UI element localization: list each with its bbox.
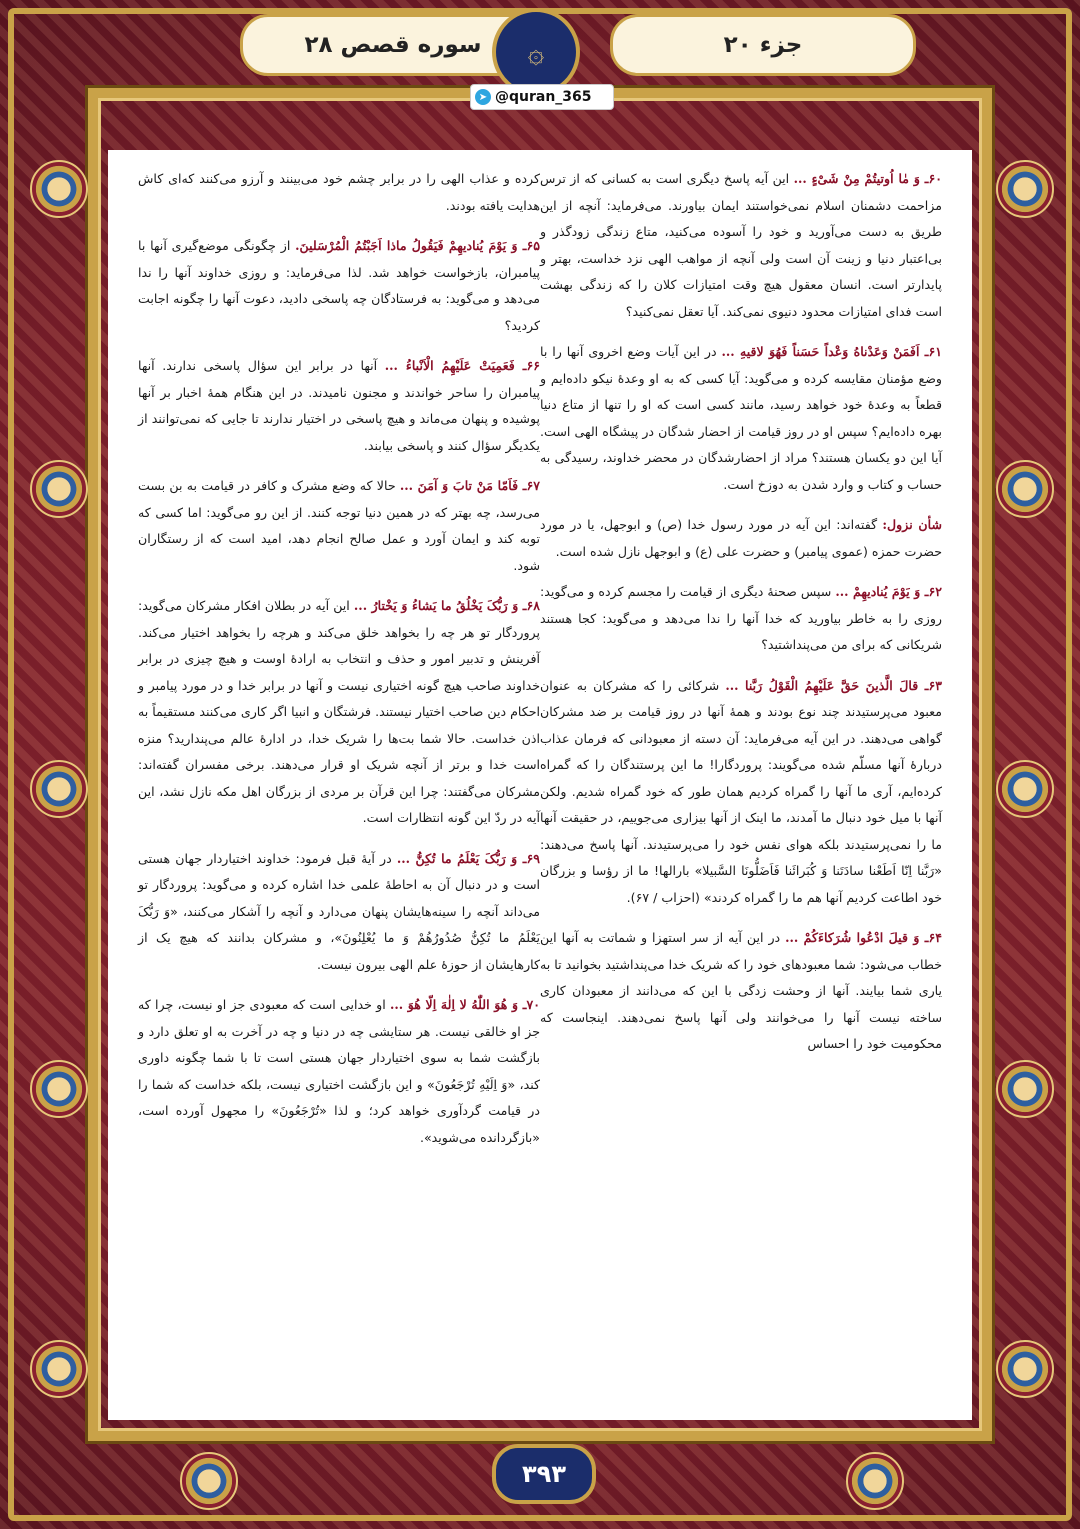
commentary-text: حالا که وضع مشرک و کافر در قیامت به بن بست می‌رسد، چه بهتر که در همین دنیا توجه کنند. از این رو می‌گوید: اما کسی که توبه کند و ایمان آورد و عمل صالح انجام دهد، امید است که از رستگاران شود.: [138, 478, 540, 573]
commentary-text: این آیه پاسخ دیگری است به کسانی که از ترس مزاحمت دشمنان اسلام نمی‌خواستند ایمان بیاورند. می‌فرماید: آنچه از این طریق به دست می‌آورید و خود را آسوده می‌کنید، متاع زندگی زودگذر و بی‌اعتبار دنیا و زینت آن است ولی آنچه از مواهب الهی نزد خداست، بهتر و پایدارتر است. انسان معقول هیچ وقت امتیازات کلان را که زندگی بهشت است فدای امتیازات محدود دنیوی نمی‌کند. آیا تعقل نمی‌کنید؟: [540, 171, 942, 319]
verse-lead: ۶۵ـ وَ یَوْمَ یُنادیهِمْ فَیَقُولُ ماذا اَجَبْتُمُ الْمُرْسَلینَ.: [295, 238, 540, 253]
page-number-badge: [492, 1444, 596, 1504]
commentary-text: او خدایی است که معبودی جز او نیست، چرا که جز او خالقی نیست. هر ستایشی چه در دنیا و چه در آخرت به او تعلق دارد و بازگشت شما به سوی اختیاردار جهان هستی است تا با شما چگونه داوری کند، «وَ اِلَیْهِ تُرْجَعُونَ» و این بازگشت اختیاری نیست، بلکه خداست که شما را در قیامت گردآوری خواهد کرد؛ و لذا «تُرْجَعُونَ» را مجهول آورده است، «بازگردانده می‌شوید».: [138, 997, 540, 1145]
verse-lead: شأن نزول:: [882, 517, 942, 532]
commentary-text: از چگونگی موضع‌گیری آنها با پیامبران، بازخواست خواهد شد. لذا می‌فرماید: و روزی خداوند آنها را ندا می‌دهد و می‌گوید: به فرستادگان چه پاسخی دادید، دعوت آنها را چگونه اجابت کردید؟: [138, 238, 540, 333]
ornament-medallion-icon: [30, 1340, 88, 1398]
commentary-paragraph: [138, 166, 540, 219]
ornament-medallion-icon: [30, 1060, 88, 1118]
commentary-paragraph: [540, 925, 942, 1058]
commentary-text: آنها در برابر این سؤال پاسخی ندارند. آنها پیامبران را ساحر خواندند و مجنون نامیدند. در این هنگام همهٔ اخبار بر آنها پوشیده و پنهان می‌ماند و هیچ پاسخی در اختیار ندارند تا جایی که نمی‌توانند از یکدیگر سؤال کنند و پاسخی بیابند.: [138, 358, 540, 453]
verse-lead: ۶۳ـ قالَ الَّذینَ حَقَّ عَلَیْهِمُ الْقَوْلُ رَبَّنا ...: [725, 677, 942, 693]
telegram-badge[interactable]: [470, 84, 614, 110]
juz-label: جزء ۲۰: [723, 32, 803, 58]
verse-lead: ۷۰ـ وَ هُوَ اللّٰهُ لا اِلٰهَ اِلّا هُوَ ...: [389, 997, 540, 1012]
commentary-paragraph: [138, 353, 540, 459]
commentary-text: سپس صحنهٔ دیگری از قیامت را مجسم کرده و می‌گوید: روزی را به خاطر بیاورید که خدا آنها را ندا می‌دهد و می‌گوید: کجا هستند شریکانی که برای من می‌پنداشتید؟: [540, 584, 942, 652]
left-column: [138, 166, 540, 1165]
commentary-text: در آیهٔ قبل فرمود: خداوند اختیاردار جهان هستی است و در دنبال آن به احاطهٔ علمی خدا اشاره کرده و می‌گوید: پروردگار تو می‌داند آنچه را سینه‌هایشان پنهان می‌دارد و آنچه را آشکار می‌کنند، «وَ رَبُّکَ یَعْلَمُ ما تُکِنُّ صُدُورُهُمْ وَ ما یُعْلِنُونَ»، و مشرکان بدانند که هیچ یک از کارهایشان از حوزهٔ علم الهی بیرون نیست.: [138, 850, 540, 972]
verse-lead: ۶۸ـ وَ رَبُّکَ یَخْلُقُ ما یَشاءُ وَ یَخْتارُ ...: [353, 598, 540, 613]
commentary-text: شرکائی را که مشرکان به عنوان معبود می‌پرستیدند چند نوع بودند و همهٔ آنها در روز قیامت بر ضد مشرکان گواهی می‌دهند. در این آیه می‌فرماید: آن دسته از معبودانی که فرمان عذاب دربارهٔ آنها مسلّم شده می‌گویند: پروردگارا! ما این پرستندگان را که گمراه کرده‌ایم، آری ما آنها را گمراه کردیم همان طور که خود گمراه شدیم. ولکن آنها با میل خود دنبال ما آمدند، ما اینک از آنها بیزاری می‌جوییم، در حقیقت آنها ما را نمی‌پرستیدند بلکه هوای نفس خود را می‌پرستیدند. آنها پاسخ می‌دهند: «رَبَّنا اِنّا اَطَعْنا سادَتَنا وَ کُبَرائَنا فَاَضَلُّونَا السَّبیلا» بارالها! ما از رؤسا و بزرگان خود اطاعت کردیم آنها هم ما را گمراه کردند» (احزاب / ۶۷).: [540, 677, 942, 905]
right-column: [540, 166, 942, 1072]
ornament-medallion-icon: [180, 1452, 238, 1510]
quran-emblem-icon: ۞: [492, 8, 580, 96]
ornament-medallion-icon: [996, 1340, 1054, 1398]
ornament-medallion-icon: [30, 460, 88, 518]
commentary-paragraph: [138, 593, 540, 832]
ornament-medallion-icon: [846, 1452, 904, 1510]
commentary-text: در این آیه از سر استهزا و شماتت به آنها این خطاب می‌شود: شما معبودهای خود را که شریک خدا می‌پنداشتید بخوانید تا به یاری شما بیایند. آنها از وحشت زدگی با این که می‌دانند از معبودان کاری ساخته نیست آنها را می‌خوانند ولی آنها پاسخ نمی‌دهند. اینجاست که محکومیت خود را احساس: [540, 930, 942, 1051]
commentary-text: گفته‌اند: این آیه در مورد رسول خدا (ص) و ابوجهل، یا در مورد حضرت حمزه (عموی پیامبر) و حضرت علی (ع) و ابوجهل نازل شده است.: [540, 517, 942, 559]
commentary-paragraph: [138, 473, 540, 579]
commentary-paragraph: [540, 339, 942, 498]
commentary-paragraph: [138, 846, 540, 979]
verse-lead: ۶۰ـ وَ مٰا اُوتیتُمْ مِنْ شَیْءٍ ...: [793, 171, 942, 186]
verse-lead: ۶۲ـ وَ یَوْمَ یُنادیهِمْ ...: [835, 584, 942, 599]
ornament-medallion-icon: [996, 160, 1054, 218]
commentary-paragraph: [540, 579, 942, 659]
ornament-medallion-icon: [996, 460, 1054, 518]
ornament-medallion-icon: [30, 160, 88, 218]
commentary-text: در این آیات وضع اخروی آنها را با وضع مؤمنان مقایسه کرده و می‌گوید: آیا کسی که به او وعدهٔ نیکو داده‌ایم و قطعاً به وعدهٔ خود خواهد رسید، مانند کسی است که او را تنها از متاع دنیا بهره داده‌ایم؟ سپس او در روز قیامت از احضار شدگان در پیشگاه الهی است. آیا این دو یکسان هستند؟ مراد از احضارشدگان در محضر خداوند، رسیدگی به حساب و کتاب و وارد شدن به دوزخ است.: [540, 344, 942, 492]
commentary-paragraph: [138, 992, 540, 1151]
page-number: ۳۹۳: [522, 1460, 566, 1488]
ornament-medallion-icon: [996, 1060, 1054, 1118]
juz-header: [610, 14, 916, 76]
telegram-icon: ➤: [475, 89, 491, 105]
verse-lead: ۶۶ـ فَعَمِیَتْ عَلَیْهِمُ الْاَنْباءُ ...: [384, 358, 540, 373]
commentary-text: این آیه در بطلان افکار مشرکان می‌گوید: پروردگار تو هر چه را بخواهد خلق می‌کند و هرچه را بخواهد اختیار می‌کند. آفرینش و تدبیر امور و حذف و انتخاب به ارادهٔ اوست و هیچ چیزی در برابر خداوند صاحب هیچ گونه اختیاری نیست و آنها در برابر خدا و در مورد پیامبر و احکام دین صاحب اختیار نیستند. فرشتگان و انبیا اگر کاری می‌کنند مستقیماً به اذن خداست. حالا شما بت‌ها را شریک خدا، در ادارهٔ عالم می‌پندارید؟ منزه است خدا و برتر از آنچه شریک او قرار می‌دهند. برخی مفسران گفته‌اند: مشرکان می‌گفتند: چرا این قرآن بر مردی از بزرگان اهل مکه نازل نشد، این آیه در ردّ این گونه انتظارات است.: [138, 598, 540, 825]
verse-lead: ۶۴ـ وَ قیلَ ادْعُوا شُرَکاءَکُمْ ...: [785, 930, 943, 945]
verse-lead: ۶۷ـ فَاَمّا مَنْ تابَ وَ آمَنَ ...: [399, 478, 540, 493]
commentary-paragraph: [138, 233, 540, 339]
verse-lead: ۶۹ـ وَ رَبُّکَ یَعْلَمُ ما تُکِنُّ ...: [396, 850, 540, 866]
commentary-paragraph: [540, 166, 942, 325]
text-panel: [108, 150, 972, 1420]
commentary-paragraph: [540, 512, 942, 565]
verse-lead: ۶۱ـ اَفَمَنْ وَعَدْناهُ وَعْداً حَسَناً فَهُوَ لاقیهِ ...: [721, 344, 942, 359]
telegram-handle: @quran_365: [495, 89, 592, 105]
ornament-medallion-icon: [30, 760, 88, 818]
surah-label: سوره قصص ۲۸: [304, 32, 482, 58]
ornament-medallion-icon: [996, 760, 1054, 818]
commentary-paragraph: [540, 673, 942, 912]
commentary-text: کرده و عذاب الهی را در برابر چشم خود می‌بینند و آرزو می‌کنند که‌ای کاش هدایت یافته بودند.: [138, 171, 540, 213]
